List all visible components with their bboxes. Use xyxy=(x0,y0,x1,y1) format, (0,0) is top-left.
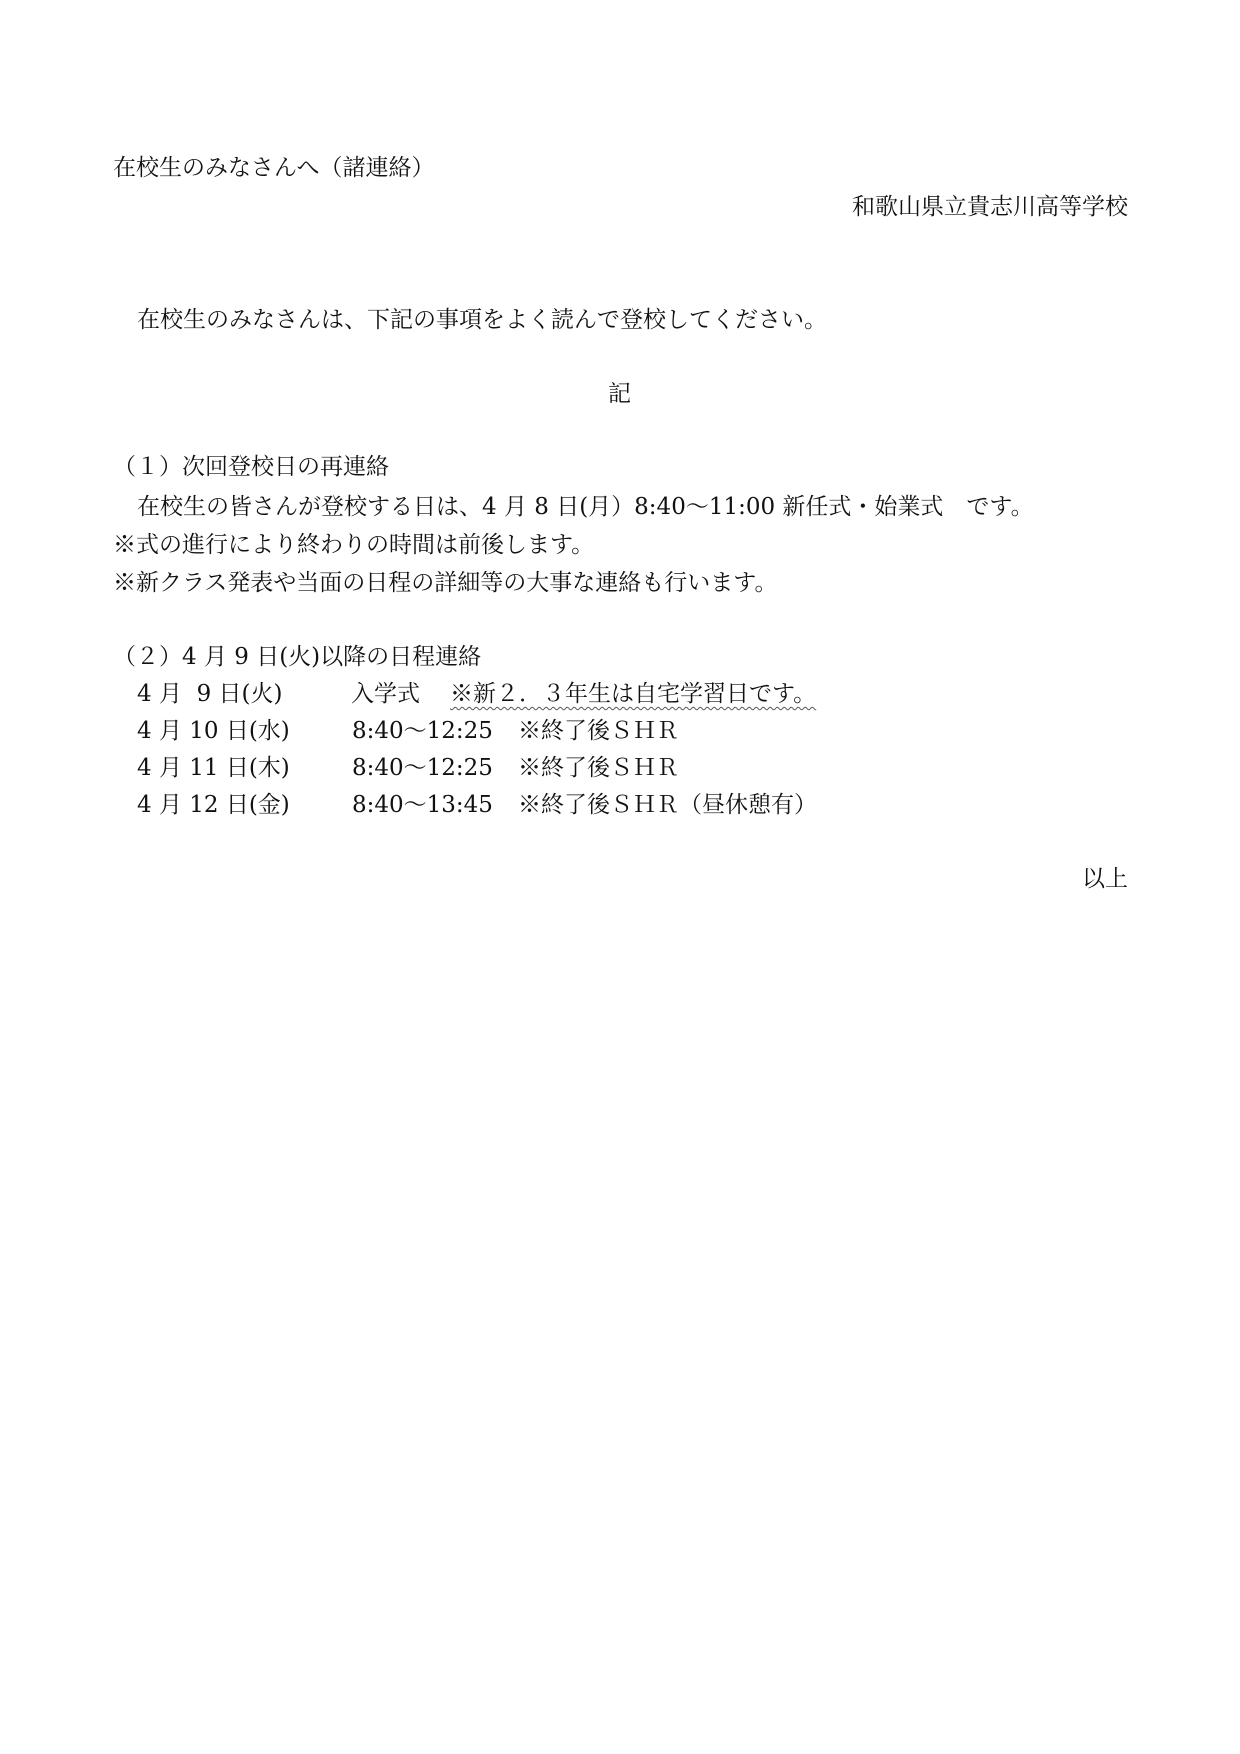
intro-text: 在校生のみなさんは、下記の事項をよく読んで登校してください。 xyxy=(137,307,827,333)
schedule-time: 8:40～12:25 xyxy=(352,755,493,781)
schedule-note: ※終了後ＳＨＲ xyxy=(518,755,679,781)
schedule-note: ※新２．３年生は自宅学習日です。 xyxy=(450,681,817,707)
closing-text: 以上 xyxy=(1082,866,1128,892)
section1-heading: （１）次回登校日の再連絡 xyxy=(113,454,389,480)
section2-heading: （２）4 月 9 日(火)以降の日程連絡 xyxy=(113,644,482,670)
schedule-event: 入学式 xyxy=(351,681,420,707)
ki-marker: 記 xyxy=(608,381,631,407)
sender-school-name: 和歌山県立貴志川高等学校 xyxy=(852,194,1128,220)
schedule-note: ※終了後ＳＨＲ xyxy=(518,718,679,744)
schedule-time: 8:40～12:25 xyxy=(352,718,493,744)
schedule-date: 4 月 9 日(火) xyxy=(137,681,283,707)
schedule-note: ※終了後ＳＨＲ（昼休憩有） xyxy=(518,792,817,818)
section1-body: 在校生の皆さんが登校する日は、4 月 8 日(月）8:40～11:00 新任式・始業式 です。 xyxy=(137,494,1034,520)
schedule-date: 4 月 10 日(水) xyxy=(137,718,290,744)
section1-note: ※新クラス発表や当面の日程の詳細等の大事な連絡も行います。 xyxy=(113,570,778,596)
schedule-time: 8:40～13:45 xyxy=(352,792,493,818)
schedule-date: 4 月 11 日(木) xyxy=(137,755,290,781)
section1-note: ※式の進行により終わりの時間は前後します。 xyxy=(113,532,595,558)
schedule-date: 4 月 12 日(金) xyxy=(137,792,290,818)
document-title: 在校生のみなさんへ（諸連絡） xyxy=(113,155,435,181)
